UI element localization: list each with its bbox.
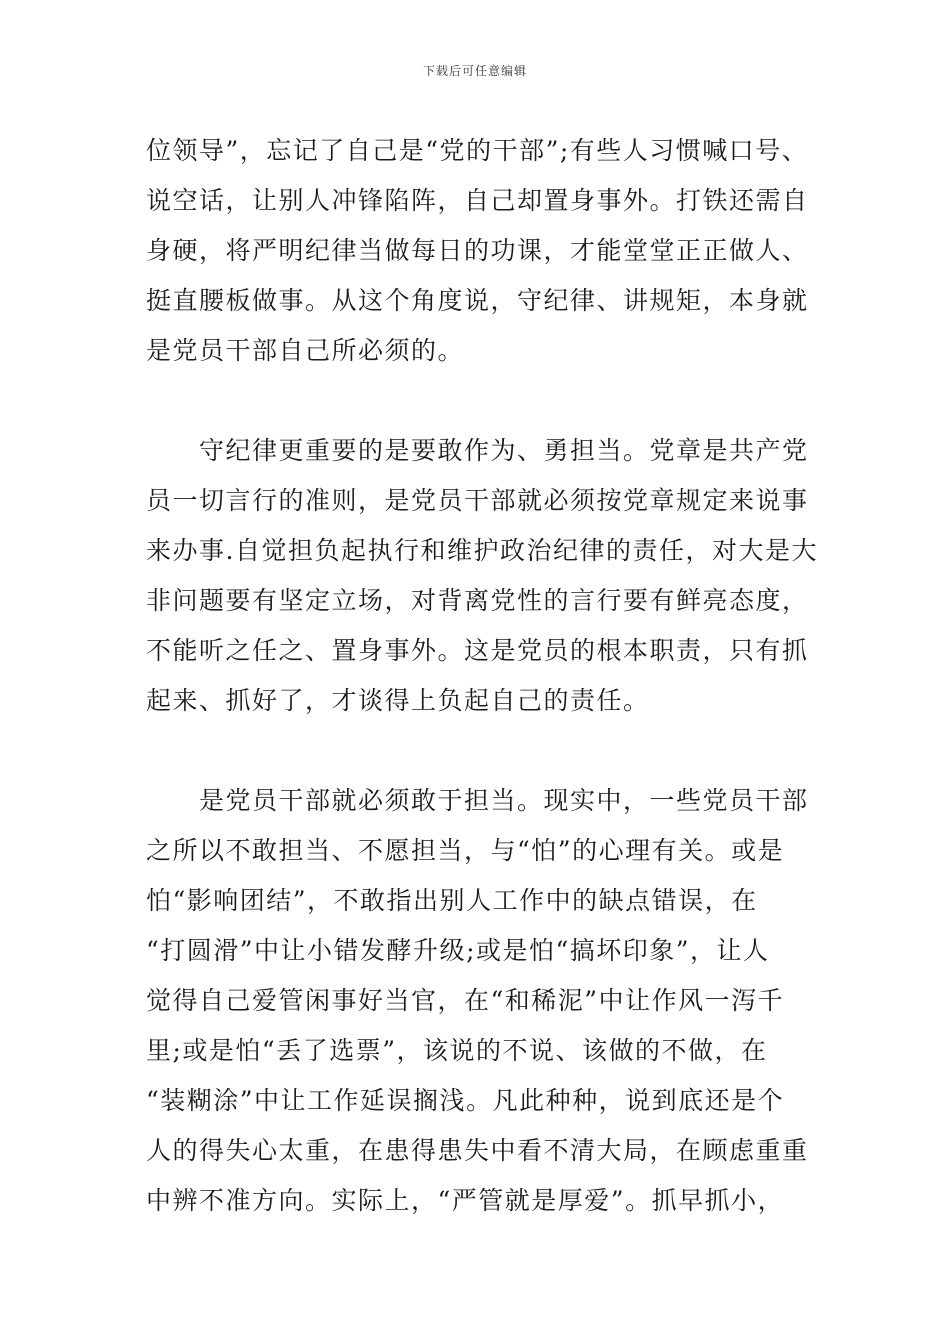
text-line: 位领导”，忘记了自己是“党的干部”;有些人习惯喊口号、 xyxy=(146,136,809,165)
document-body xyxy=(146,126,822,1226)
text-line: “装糊涂”中让工作延误搁浅。凡此种种，说到底还是个 xyxy=(146,1086,785,1115)
paragraph-gap xyxy=(146,726,822,776)
text-line: 是党员干部自己所必须的。 xyxy=(146,336,465,365)
text-line: 起来、抓好了，才谈得上负起自己的责任。 xyxy=(146,686,650,715)
text-line: “打圆滑”中让小错发酵升级;或是怕“搞坏印象”，让人 xyxy=(146,936,770,965)
text-line: 说空话，让别人冲锋陷阵，自己却置身事外。打铁还需自 xyxy=(146,186,809,215)
paragraph-2 xyxy=(146,426,822,726)
paragraph-3 xyxy=(146,776,822,1226)
text-line: 之所以不敢担当、不愿担当，与“怕”的心理有关。或是 xyxy=(146,836,785,865)
text-line: 身硬，将严明纪律当做每日的功课，才能堂堂正正做人、 xyxy=(146,236,809,265)
paragraph-gap xyxy=(146,376,822,426)
text-line: 是党员干部就必须敢于担当。现实中，一些党员干部 xyxy=(146,786,809,815)
text-line: 员一切言行的准则，是党员干部就必须按党章规定来说事 xyxy=(146,486,809,515)
text-line: 里;或是怕“丢了选票”，该说的不说、该做的不做，在 xyxy=(146,1036,768,1065)
text-line: 不能听之任之、置身事外。这是党员的根本职责，只有抓 xyxy=(146,636,809,665)
text-line: 怕“影响团结”，不敢指出别人工作中的缺点错误，在 xyxy=(146,886,758,915)
text-line: 人的得失心太重，在患得患失中看不清大局，在顾虑重重 xyxy=(146,1136,809,1165)
text-line: 觉得自己爱管闲事好当官，在“和稀泥”中让作风一泻千 xyxy=(146,986,785,1015)
page-header: 下载后可任意编辑 xyxy=(422,64,527,78)
text-line: 非问题要有坚定立场，对背离党性的言行要有鲜亮态度， xyxy=(146,586,809,615)
text-line: 挺直腰板做事。从这个角度说，守纪律、讲规矩，本身就 xyxy=(146,286,809,315)
text-line: 中辨不准方向。实际上，“严管就是厚爱”。抓早抓小， xyxy=(146,1186,785,1215)
paragraph-1 xyxy=(146,126,822,376)
text-line: 守纪律更重要的是要敢作为、勇担当。党章是共产党 xyxy=(146,436,809,465)
text-line: 来办事.自觉担负起执行和维护政治纪律的责任，对大是大 xyxy=(146,536,818,565)
